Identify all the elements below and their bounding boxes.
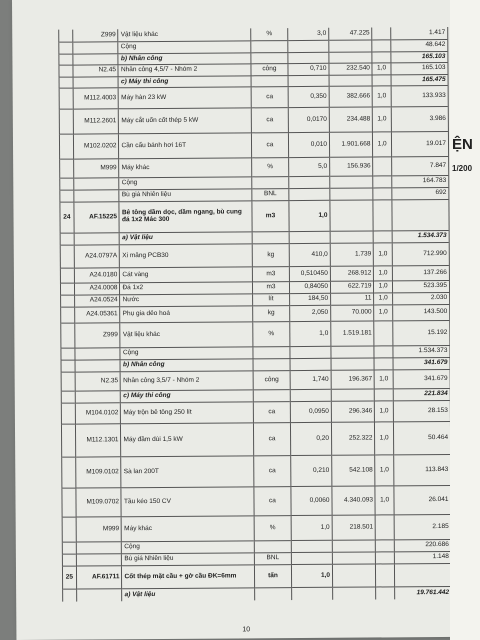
cell-stt xyxy=(63,589,77,602)
cell-qty xyxy=(291,540,332,552)
cell-price: 1.519.181 xyxy=(331,321,375,346)
cell-code xyxy=(74,233,120,245)
cell-coef xyxy=(376,552,394,564)
cell-stt xyxy=(60,283,74,295)
cell-stt xyxy=(60,190,74,202)
cell-qty: 1,0 xyxy=(291,515,332,540)
cell-coef xyxy=(373,200,392,231)
cell-name: a) Vật liệu xyxy=(120,232,253,245)
cell-unit xyxy=(253,359,290,371)
cell-total xyxy=(392,199,449,230)
cell-price xyxy=(330,200,374,231)
cell-code: M104.0102 xyxy=(75,403,121,424)
cell-price: 1.901.668 xyxy=(329,132,373,157)
cell-code: AF.61711 xyxy=(76,566,122,589)
cell-price: 234.488 xyxy=(329,107,373,132)
cell-price xyxy=(332,564,376,587)
cell-price xyxy=(332,540,376,552)
cell-coef: 1,0 xyxy=(375,455,394,486)
cell-unit: công xyxy=(251,64,288,76)
cell-stt xyxy=(59,134,73,159)
cell-name: Bù giá Nhiên liệu xyxy=(119,189,252,202)
cell-qty: 0,210 xyxy=(290,455,331,486)
document-page xyxy=(12,0,456,640)
cell-coef xyxy=(376,587,394,600)
cell-code: M109.0702 xyxy=(76,488,122,517)
cell-price xyxy=(330,231,374,243)
cell-qty: 0,510450 xyxy=(289,266,330,281)
cell-stt xyxy=(61,391,75,403)
cell-price xyxy=(329,52,373,63)
cell-price xyxy=(329,40,373,52)
cell-stt xyxy=(61,360,75,372)
cell-qty: 3,0 xyxy=(287,28,328,41)
table-row xyxy=(61,421,450,457)
cell-stt xyxy=(62,488,76,517)
cell-stt xyxy=(62,517,76,542)
cell-unit: ca xyxy=(254,487,291,516)
cell-name: Máy khác xyxy=(119,158,252,178)
cell-total: 341.679 xyxy=(393,357,450,369)
cell-price xyxy=(329,75,373,86)
cell-code xyxy=(75,391,121,403)
cell-coef: 1,0 xyxy=(374,305,392,321)
adjacent-page-fragment xyxy=(450,0,480,640)
cell-coef: 1,0 xyxy=(373,132,391,157)
cell-unit xyxy=(253,347,290,359)
cell-coef: 1,0 xyxy=(374,281,392,293)
cost-estimate-table xyxy=(58,27,452,602)
cell-qty: 1,740 xyxy=(290,370,331,389)
cell-price: 296.346 xyxy=(331,401,375,422)
cell-unit: kg xyxy=(252,244,289,267)
cell-code xyxy=(75,360,121,372)
cell-qty xyxy=(288,52,329,63)
cell-name: Cộng xyxy=(122,541,255,554)
cell-name: a) Vật liệu xyxy=(122,588,255,601)
cell-qty: 0,350 xyxy=(288,86,329,107)
cell-total: 137.266 xyxy=(392,265,449,280)
cell-total: 19.761.442 xyxy=(394,586,451,599)
cell-code: M999 xyxy=(76,517,122,542)
cell-coef xyxy=(373,176,391,188)
cell-price xyxy=(331,389,375,401)
cell-name: Nhân công 3,5/7 - Nhóm 2 xyxy=(121,371,254,391)
cell-coef xyxy=(374,346,392,358)
cell-qty: 410,0 xyxy=(289,243,330,266)
cell-total: 1.148 xyxy=(394,551,451,563)
cell-total: 1.534.373 xyxy=(392,230,449,242)
cell-coef xyxy=(373,157,391,176)
cell-name: b) Nhân công xyxy=(120,359,253,372)
cell-price: 382.666 xyxy=(329,86,373,107)
cell-coef xyxy=(375,389,393,401)
table-row xyxy=(60,199,449,233)
cell-name: c) Máy thi công xyxy=(121,390,254,403)
cell-code: AF.15225 xyxy=(74,202,120,233)
cell-unit xyxy=(254,541,291,553)
cell-code: N2.35 xyxy=(75,372,121,391)
cell-total: 48.642 xyxy=(391,39,448,51)
cell-code xyxy=(73,77,119,88)
cell-code: M112.2601 xyxy=(73,109,119,134)
cell-name: Nước xyxy=(120,294,253,307)
cell-name: Nhân công 4,5/7 - Nhóm 2 xyxy=(118,64,251,77)
cell-price: 268.912 xyxy=(330,266,374,281)
cell-unit: kg xyxy=(253,306,290,322)
cell-total: 523.395 xyxy=(392,280,449,292)
cell-stt xyxy=(59,88,73,109)
cell-qty: 1,0 xyxy=(290,321,331,346)
cell-code: M102.0202 xyxy=(73,134,119,159)
cell-price: 542.108 xyxy=(332,455,376,486)
cell-code: A24.0797A xyxy=(74,245,120,268)
cell-qty: 0,0170 xyxy=(288,107,329,132)
cell-qty xyxy=(288,40,329,52)
cell-name: Cát vàng xyxy=(120,267,253,283)
cell-price: 232.540 xyxy=(329,63,373,75)
cell-stt xyxy=(59,65,73,77)
cell-name: Cốt thép mặt cầu + gờ cầu ĐK=6mm xyxy=(122,565,255,589)
cell-name: Vật liệu khác xyxy=(118,28,251,41)
cell-name: Cần cẩu bánh hơi 16T xyxy=(119,133,252,159)
table-row xyxy=(60,242,449,268)
cell-unit: ca xyxy=(253,402,290,423)
cell-stt xyxy=(61,424,75,457)
cell-name: Cộng xyxy=(119,177,252,190)
cell-unit: m3 xyxy=(252,201,289,232)
cell-unit: tấn xyxy=(255,565,292,588)
cell-unit: BNL xyxy=(252,189,289,201)
cell-qty: 2,050 xyxy=(289,305,330,321)
cell-code: Z999 xyxy=(72,29,118,42)
cell-code: A24.0180 xyxy=(74,268,120,283)
cell-price: 252.322 xyxy=(331,422,375,455)
cell-unit: lít xyxy=(253,294,290,306)
cell-name: Bê tông dầm dọc, dầm ngang, bù cung đá 1x2 Mác 300 xyxy=(119,201,252,233)
cell-total: 165.103 xyxy=(391,62,448,74)
cell-unit: BNL xyxy=(255,553,292,565)
cell-price: 156.936 xyxy=(330,157,374,176)
cell-qty: 0,20 xyxy=(290,422,331,455)
cell-coef xyxy=(376,540,394,552)
cell-unit xyxy=(252,177,289,189)
cell-unit: ca xyxy=(251,108,288,133)
table-row xyxy=(61,400,450,424)
cell-code xyxy=(76,542,122,554)
cell-code: M999 xyxy=(73,159,119,178)
cell-name: Đá 1x2 xyxy=(120,282,253,295)
cell-qty: 184,50 xyxy=(289,293,330,305)
cell-stt xyxy=(59,30,73,43)
cell-coef: 1,0 xyxy=(373,107,391,132)
cell-code xyxy=(75,348,121,360)
cell-total: 712.990 xyxy=(392,242,449,265)
cell-unit: m3 xyxy=(253,282,290,294)
cell-qty: 1,0 xyxy=(291,564,332,587)
cell-coef: 1,0 xyxy=(374,266,392,281)
cell-coef xyxy=(374,358,392,370)
cell-total: 3.986 xyxy=(391,106,448,131)
cell-stt xyxy=(62,542,76,554)
cell-code: M112.4003 xyxy=(73,88,119,109)
cell-coef xyxy=(372,75,390,86)
cell-coef: 1,0 xyxy=(375,401,393,422)
cell-total: 692 xyxy=(392,187,449,199)
cell-coef xyxy=(374,231,392,243)
cell-code xyxy=(73,178,119,190)
cell-name: Máy cắt uốn cốt thép 5 kW xyxy=(119,108,252,134)
cell-name: Máy trộn bê tông 250 lít xyxy=(121,402,254,424)
table-row xyxy=(62,563,451,589)
cell-coef xyxy=(372,52,390,63)
cell-code: M112.1301 xyxy=(75,424,121,457)
cell-unit: m3 xyxy=(253,267,290,282)
cell-qty xyxy=(290,389,331,401)
cell-stt xyxy=(59,77,73,88)
cell-unit: % xyxy=(253,322,290,347)
page-number: 10 xyxy=(242,626,251,634)
cell-stt xyxy=(60,159,74,178)
cell-price: 1.739 xyxy=(330,243,374,266)
table-row xyxy=(62,454,451,488)
cell-code: A24.0524 xyxy=(74,295,120,307)
cell-price xyxy=(331,346,375,358)
cell-name: Phụ gia dẻo hoá xyxy=(120,306,253,323)
cell-code xyxy=(73,42,119,54)
cell-qty: 0,710 xyxy=(288,63,329,75)
cell-qty: 0,84050 xyxy=(289,281,330,293)
cell-total: 113.843 xyxy=(393,454,450,485)
cell-name: Máy hàn 23 kW xyxy=(119,87,252,109)
cell-name: Sà lan 200T xyxy=(121,456,254,488)
cell-total: 26.041 xyxy=(394,485,451,514)
cell-total xyxy=(394,563,451,586)
cell-unit: ca xyxy=(252,133,289,158)
cell-code: A24.05361 xyxy=(74,307,120,323)
cell-coef xyxy=(372,27,390,40)
cell-price: 196.367 xyxy=(331,370,375,389)
cell-coef xyxy=(372,40,390,52)
table-row xyxy=(63,586,452,601)
cell-stt xyxy=(59,54,73,65)
cell-stt xyxy=(60,268,74,283)
cell-stt xyxy=(59,42,73,54)
side-scale-fragment: 1/200 xyxy=(452,164,473,173)
cell-coef xyxy=(376,515,394,540)
table-row xyxy=(62,485,451,517)
cell-code: N2.45 xyxy=(73,65,119,77)
table-row xyxy=(62,514,451,542)
cell-qty: 0,0950 xyxy=(290,401,331,422)
cell-total: 143.500 xyxy=(392,304,449,320)
cell-stt xyxy=(61,295,75,307)
cell-price xyxy=(330,188,374,200)
cell-code xyxy=(74,190,120,202)
cell-price: 11 xyxy=(331,293,375,305)
cell-total: 7.847 xyxy=(391,156,448,175)
cell-stt: 24 xyxy=(60,202,74,233)
table-row xyxy=(59,106,448,134)
cell-total: 220.686 xyxy=(394,539,451,551)
cell-code xyxy=(76,589,122,602)
cell-coef: 1,0 xyxy=(375,370,393,389)
cell-price: 47.225 xyxy=(329,27,373,40)
cell-price xyxy=(332,552,376,564)
cell-unit xyxy=(255,588,292,601)
cell-code: Z999 xyxy=(74,323,120,348)
side-title-fragment: ỆN xyxy=(452,136,473,153)
cell-code xyxy=(73,54,119,65)
cell-qty: 5,0 xyxy=(288,157,329,176)
cell-price xyxy=(331,358,375,370)
cell-code xyxy=(76,554,122,566)
cell-name: Cộng xyxy=(120,347,253,360)
cell-name: Máy khác xyxy=(122,516,255,542)
cell-code: A24.0008 xyxy=(74,283,120,295)
cell-total: 2.030 xyxy=(392,292,449,304)
cell-code: M109.0102 xyxy=(75,457,121,488)
cell-stt xyxy=(61,403,75,424)
cell-qty xyxy=(290,358,331,370)
cell-name: c) Máy thi công xyxy=(119,76,252,88)
cell-unit xyxy=(251,53,288,64)
cell-name: Cộng xyxy=(118,41,251,54)
cell-unit: % xyxy=(251,28,288,41)
cell-coef xyxy=(376,564,394,587)
cell-total: 341.679 xyxy=(393,369,450,388)
cell-stt xyxy=(62,457,76,488)
cell-name: Xi măng PCB30 xyxy=(120,244,253,268)
cell-total: 15.192 xyxy=(392,320,449,345)
cell-coef: 1,0 xyxy=(373,86,391,107)
cell-stt xyxy=(62,554,76,566)
cell-price: 70.000 xyxy=(331,305,375,321)
cell-total: 1.417 xyxy=(390,27,447,40)
table-row xyxy=(61,320,450,348)
cell-unit: ca xyxy=(254,423,291,456)
cell-name: Máy đầm dùi 1,5 kW xyxy=(121,423,254,457)
cell-unit: công xyxy=(253,371,290,390)
cell-unit: ca xyxy=(251,87,288,108)
cell-unit: % xyxy=(252,158,289,177)
cell-qty xyxy=(288,75,329,86)
cell-stt xyxy=(60,245,74,268)
cell-total: 133.933 xyxy=(391,85,448,106)
cell-qty xyxy=(289,188,330,200)
cell-price: 622.719 xyxy=(330,281,374,293)
cell-price: 218.501 xyxy=(332,515,376,540)
cell-coef xyxy=(373,188,391,200)
cell-total: 165.103 xyxy=(391,51,448,62)
cell-unit xyxy=(252,232,289,244)
cell-stt xyxy=(60,233,74,245)
table-row xyxy=(59,85,448,109)
cell-total: 221.834 xyxy=(393,388,450,400)
cell-stt xyxy=(61,372,75,391)
cell-total: 164.783 xyxy=(391,175,448,187)
cell-name: b) Nhân công xyxy=(118,53,251,65)
cell-stt xyxy=(59,109,73,134)
cell-qty xyxy=(289,176,330,188)
cell-price xyxy=(333,587,377,600)
cell-coef: 1,0 xyxy=(375,422,394,455)
cell-total: 50.464 xyxy=(393,421,450,454)
cell-coef: 1,0 xyxy=(375,486,393,515)
cell-stt xyxy=(61,348,75,360)
cell-total: 165.475 xyxy=(391,74,448,85)
cell-total: 19.017 xyxy=(391,131,448,156)
cell-qty xyxy=(289,231,330,243)
cell-coef: 1,0 xyxy=(374,243,392,266)
cell-coef: 1,0 xyxy=(372,63,390,75)
cell-unit xyxy=(253,390,290,402)
cell-total: 2.185 xyxy=(394,514,451,539)
cell-stt xyxy=(60,178,74,190)
cell-coef xyxy=(374,321,392,346)
cell-qty: 0,0060 xyxy=(291,486,332,515)
cell-unit: ca xyxy=(254,456,291,487)
cell-unit xyxy=(251,41,288,53)
cell-qty xyxy=(291,587,332,600)
cell-price: 4.340.093 xyxy=(332,486,376,515)
cell-qty xyxy=(290,346,331,358)
table-row xyxy=(59,131,448,159)
cell-qty xyxy=(291,552,332,564)
cell-total: 1.534.373 xyxy=(393,345,450,357)
cell-qty: 0,010 xyxy=(288,132,329,157)
cell-total: 28.153 xyxy=(393,400,450,421)
cell-name: Bù giá Nhiên liệu xyxy=(122,553,255,566)
cell-price xyxy=(330,176,374,188)
cell-name: Tầu kéo 150 CV xyxy=(121,487,254,517)
cell-unit xyxy=(251,76,288,87)
cell-stt: 25 xyxy=(62,566,76,589)
cell-coef: 1,0 xyxy=(374,293,392,305)
cell-stt xyxy=(61,307,75,323)
cell-name: Vật liệu khác xyxy=(120,322,253,348)
cell-unit: % xyxy=(254,516,291,541)
cell-stt xyxy=(61,323,75,348)
cell-qty: 1,0 xyxy=(289,200,330,231)
